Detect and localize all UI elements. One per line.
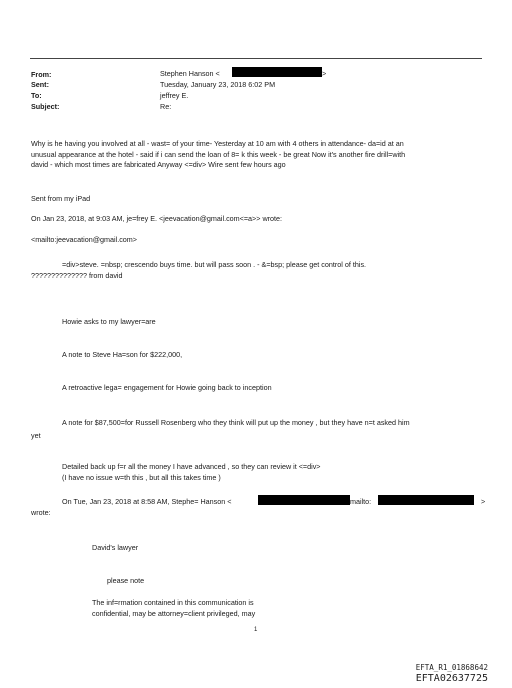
body-line: confidential, may be attorney=client privileged, may <box>92 609 256 618</box>
quote-header-line: On Jan 23, 2018, at 9:03 AM, je=frey E. <jeevacation@gmail.com<=a>> wrote: <box>31 214 283 223</box>
mailto-line: <mailto:jeevacation@gmail.com> <box>31 235 137 244</box>
body-line: ?????????????? from david <box>31 271 123 280</box>
body-line: A retroactive lega= engagement for Howie going back to inception <box>62 383 272 392</box>
body-line: yet <box>31 431 41 440</box>
sent-from-line: Sent from my iPad <box>31 194 91 203</box>
header-rule <box>30 58 482 59</box>
from-label: From: <box>31 70 52 79</box>
body-line: (I have no issue w=th this , but all this takes time ) <box>62 473 221 482</box>
from-value-end: > <box>322 69 327 78</box>
bates-code-1: EFTA_R1_01868642 <box>415 663 488 672</box>
sent-value: Tuesday, January 23, 2018 6:02 PM <box>160 80 276 89</box>
body-line: unusual appearance at the hotel - said if i can send the loan of 8= k this week - be great Now it's another fire drill=with <box>31 150 406 159</box>
body-line: Why is he having you involved at all - wast= of your time- Yesterday at 10 am with 4 others in attendance- da=id at an <box>31 139 404 148</box>
close-angle: > <box>481 497 486 506</box>
body-line: A note for $87,500=for Russell Rosenberg who they think will put up the money , but they have n=t asked him <box>62 418 410 427</box>
redaction-box <box>258 495 350 505</box>
body-line: The inf=rmation contained in this communication is <box>92 598 254 607</box>
body-line: david - which most times are fabricated Anyway <=div> Wire sent few hours ago <box>31 160 286 169</box>
body-line: Detailed back up f=r all the money I have advanced , so they can review it <=div> <box>62 462 321 471</box>
wrote-line: wrote: <box>31 508 51 517</box>
body-line: David's lawyer <box>92 543 139 552</box>
subject-value: Re: <box>160 102 172 111</box>
quote-header-line: On Tue, Jan 23, 2018 at 8:58 AM, Stephe= Hanson < <box>62 497 232 506</box>
page-number: 1 <box>254 627 258 633</box>
to-label: To: <box>31 91 42 100</box>
body-line: Howie asks to my lawyer=are <box>62 317 156 326</box>
redaction-box <box>378 495 474 505</box>
from-value: Stephen Hanson < <box>160 69 220 78</box>
sent-label: Sent: <box>31 80 49 89</box>
body-line: A note to Steve Ha=son for $222,000, <box>62 350 183 359</box>
bates-code-2: EFTA02637725 <box>415 673 488 684</box>
redaction-box <box>232 67 322 77</box>
to-value: jeffrey E. <box>160 91 189 100</box>
body-line: =div>steve. =nbsp; crescendo buys time. but will pass soon . - &=bsp; please get control of this. <box>62 260 367 269</box>
mailto-word: mailto: <box>350 497 372 506</box>
subject-label: Subject: <box>31 102 60 111</box>
body-line: please note <box>107 576 145 585</box>
